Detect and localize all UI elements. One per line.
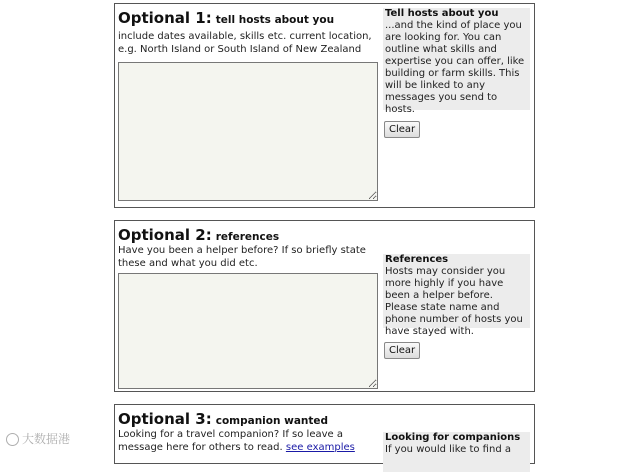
section-description: Have you been a helper before? If so briefly state these and what you did etc. [118,245,366,269]
help-panel-text: If you would like to find a [385,444,511,455]
section-subtitle: references [215,231,280,243]
section-number-label: Optional 1: [118,9,212,27]
section-heading [118,225,279,244]
help-panel-title: Looking for companions [385,432,521,443]
section-number-label: Optional 2: [118,226,212,244]
section-subtitle: tell hosts about you [215,14,335,26]
help-panel-text: Hosts may consider you more highly if you have been a helper before. Please state name and phone number of hosts you have stayed with. [385,266,523,337]
help-panel [383,8,530,115]
watermark-text: 大数据港 [22,432,71,446]
clear-button[interactable]: Clear [384,121,420,138]
see-examples-link[interactable]: see examples [285,441,355,453]
section-subtitle: companion wanted [215,415,329,427]
help-panel-text: ...and the kind of place you are looking for. You can outline what skills and expertise you can offer, like building or farm skills. This will be linked to any messages you send to hosts. [385,20,525,115]
optional-section-1 [114,3,535,208]
section-heading [118,409,328,428]
optional-section-2 [114,220,535,392]
help-panel-title: Tell hosts about you [385,8,499,19]
section-number-label: Optional 3: [118,410,212,428]
optional-section-3 [114,404,535,464]
section-description [118,429,378,454]
section-description-text: Looking for a travel companion? If so leave a message here for others to read. [118,429,343,453]
help-panel-title: References [385,254,449,265]
watermark-logo-icon [6,433,19,446]
references-textarea[interactable] [118,273,378,389]
help-panel [383,254,530,337]
section-description: include dates available, skills etc. current location, e.g. North Island or South Island of New Zealand [118,31,372,55]
help-panel [383,432,530,472]
watermark [6,430,70,447]
section-heading [118,8,334,27]
clear-button[interactable]: Clear [384,342,420,359]
tell-hosts-textarea[interactable] [118,62,378,201]
